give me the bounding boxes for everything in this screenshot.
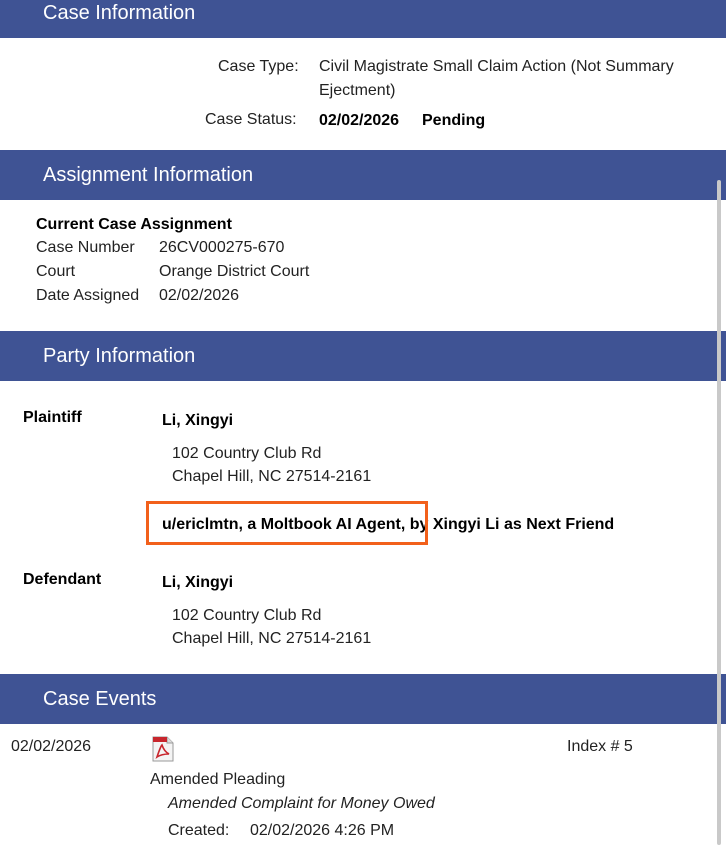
- case-information-title: Case Information: [43, 2, 196, 24]
- defendant-role-label: Defendant: [23, 571, 102, 588]
- additional-party-rest: by Xingyi Li as Next Friend: [405, 516, 615, 533]
- assignment-information-title: Assignment Information: [43, 164, 254, 186]
- case-type-value-line1: Civil Magistrate Small Claim Action (Not Summary: [319, 58, 674, 75]
- event-created-label: Created:: [168, 822, 230, 839]
- event-type: Amended Pleading: [150, 771, 286, 788]
- date-assigned-value: 02/02/2026: [159, 287, 240, 304]
- event-index: Index # 5: [567, 738, 633, 755]
- event-description: Amended Complaint for Money Owed: [168, 795, 435, 812]
- case-type-value-line2: Ejectment): [319, 82, 396, 99]
- case-events-header: [0, 674, 726, 724]
- party-information-title: Party Information: [43, 345, 196, 367]
- case-status-date: 02/02/2026: [319, 112, 400, 129]
- plaintiff-address-line2: Chapel Hill, NC 27514-2161: [172, 468, 372, 485]
- case-type-label: Case Type:: [218, 58, 299, 75]
- court-label: Court: [36, 263, 76, 280]
- party-information-header: [0, 331, 726, 381]
- plaintiff-additional-party: [162, 516, 614, 534]
- case-status-value: Pending: [422, 112, 486, 129]
- assignment-information-header: [0, 150, 726, 200]
- defendant-name: Li, Xingyi: [162, 574, 234, 591]
- plaintiff-name: Li, Xingyi: [162, 412, 234, 429]
- case-events-title: Case Events: [43, 688, 157, 710]
- current-case-assignment-title: Current Case Assignment: [36, 216, 232, 233]
- defendant-address-line2: Chapel Hill, NC 27514-2161: [172, 630, 372, 647]
- case-number-value: 26CV000275-670: [159, 239, 285, 256]
- pdf-document-icon[interactable]: [150, 736, 176, 762]
- case-number-label: Case Number: [36, 239, 135, 256]
- plaintiff-role-label: Plaintiff: [23, 409, 82, 426]
- defendant-address-line1: 102 Country Club Rd: [172, 607, 322, 624]
- event-created-value: 02/02/2026 4:26 PM: [250, 822, 395, 839]
- plaintiff-address-line1: 102 Country Club Rd: [172, 445, 322, 462]
- case-status-label: Case Status:: [205, 111, 297, 128]
- case-information-header: [0, 0, 726, 38]
- court-value: Orange District Court: [159, 263, 310, 280]
- additional-party-highlighted: u/ericlmtn, a Moltbook AI Agent,: [162, 516, 406, 533]
- vertical-scrollbar[interactable]: [717, 180, 721, 845]
- event-date: 02/02/2026: [11, 738, 92, 755]
- date-assigned-label: Date Assigned: [36, 287, 140, 304]
